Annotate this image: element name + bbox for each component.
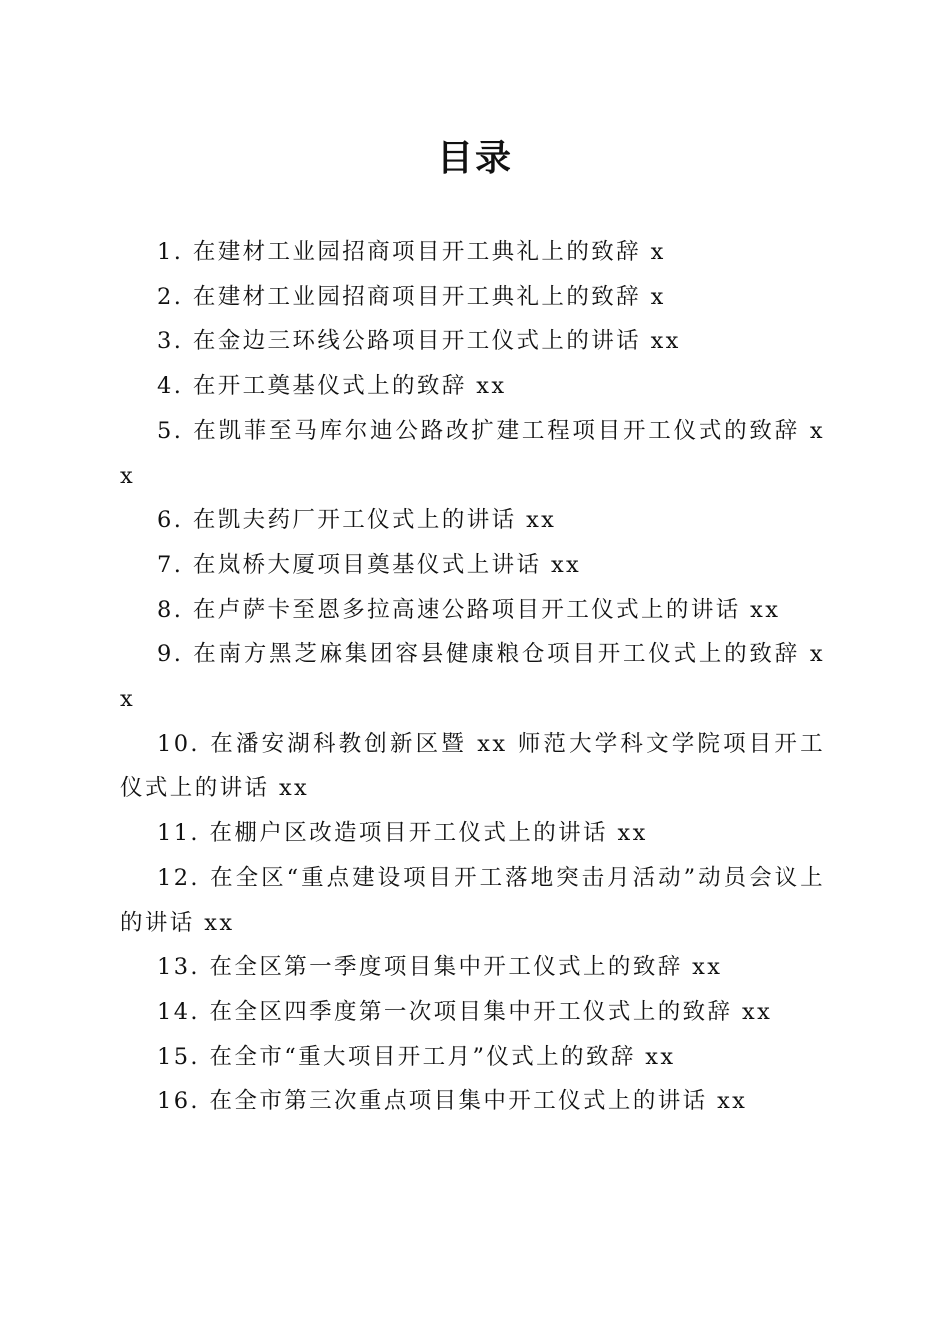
page-title: 目录 — [436, 137, 513, 179]
toc-item-13: 13. 在全区第一季度项目集中开工仪式上的致辞 xx — [157, 954, 723, 981]
toc-item-14: 14. 在全区四季度第一次项目集中开工仪式上的致辞 xx — [157, 998, 773, 1025]
toc-item-7: 7. 在岚桥大厦项目奠基仪式上讲话 xx — [157, 551, 582, 578]
toc-item-4: 4. 在开工奠基仪式上的致辞 xx — [157, 373, 507, 400]
toc-item-11: 11. 在棚户区改造项目开工仪式上的讲话 xx — [157, 820, 648, 847]
toc-item-8: 8. 在卢萨卡至恩多拉高速公路项目开工仪式上的讲话 xx — [157, 596, 781, 623]
toc-item-12: 12. 在全区“重点建设项目开工落地突击月活动”动员会议上的讲话 xx — [120, 864, 825, 936]
toc-item-6: 6. 在凯夫药厂开工仪式上的讲话 xx — [157, 507, 557, 534]
toc-item-10: 10. 在潘安湖科教创新区暨 xx 师范大学科文学院项目开工仪式上的讲话 xx — [120, 730, 825, 802]
toc-item-16: 16. 在全市第三次重点项目集中开工仪式上的讲话 xx — [157, 1088, 748, 1115]
toc-item-9: 9. 在南方黑芝麻集团容县健康粮仓项目开工仪式上的致辞 xx — [120, 641, 825, 713]
toc-item-3: 3. 在金边三环线公路项目开工仪式上的讲话 xx — [157, 328, 681, 355]
table-of-contents — [120, 230, 825, 1124]
toc-item-5: 5. 在凯菲至马库尔迪公路改扩建工程项目开工仪式的致辞 xx — [120, 417, 825, 489]
toc-item-1: 1. 在建材工业园招商项目开工典礼上的致辞 x — [157, 239, 666, 265]
toc-item-15: 15. 在全市“重大项目开工月”仪式上的致辞 xx — [157, 1043, 676, 1070]
toc-item-2: 2. 在建材工业园招商项目开工典礼上的致辞 x — [157, 283, 666, 310]
